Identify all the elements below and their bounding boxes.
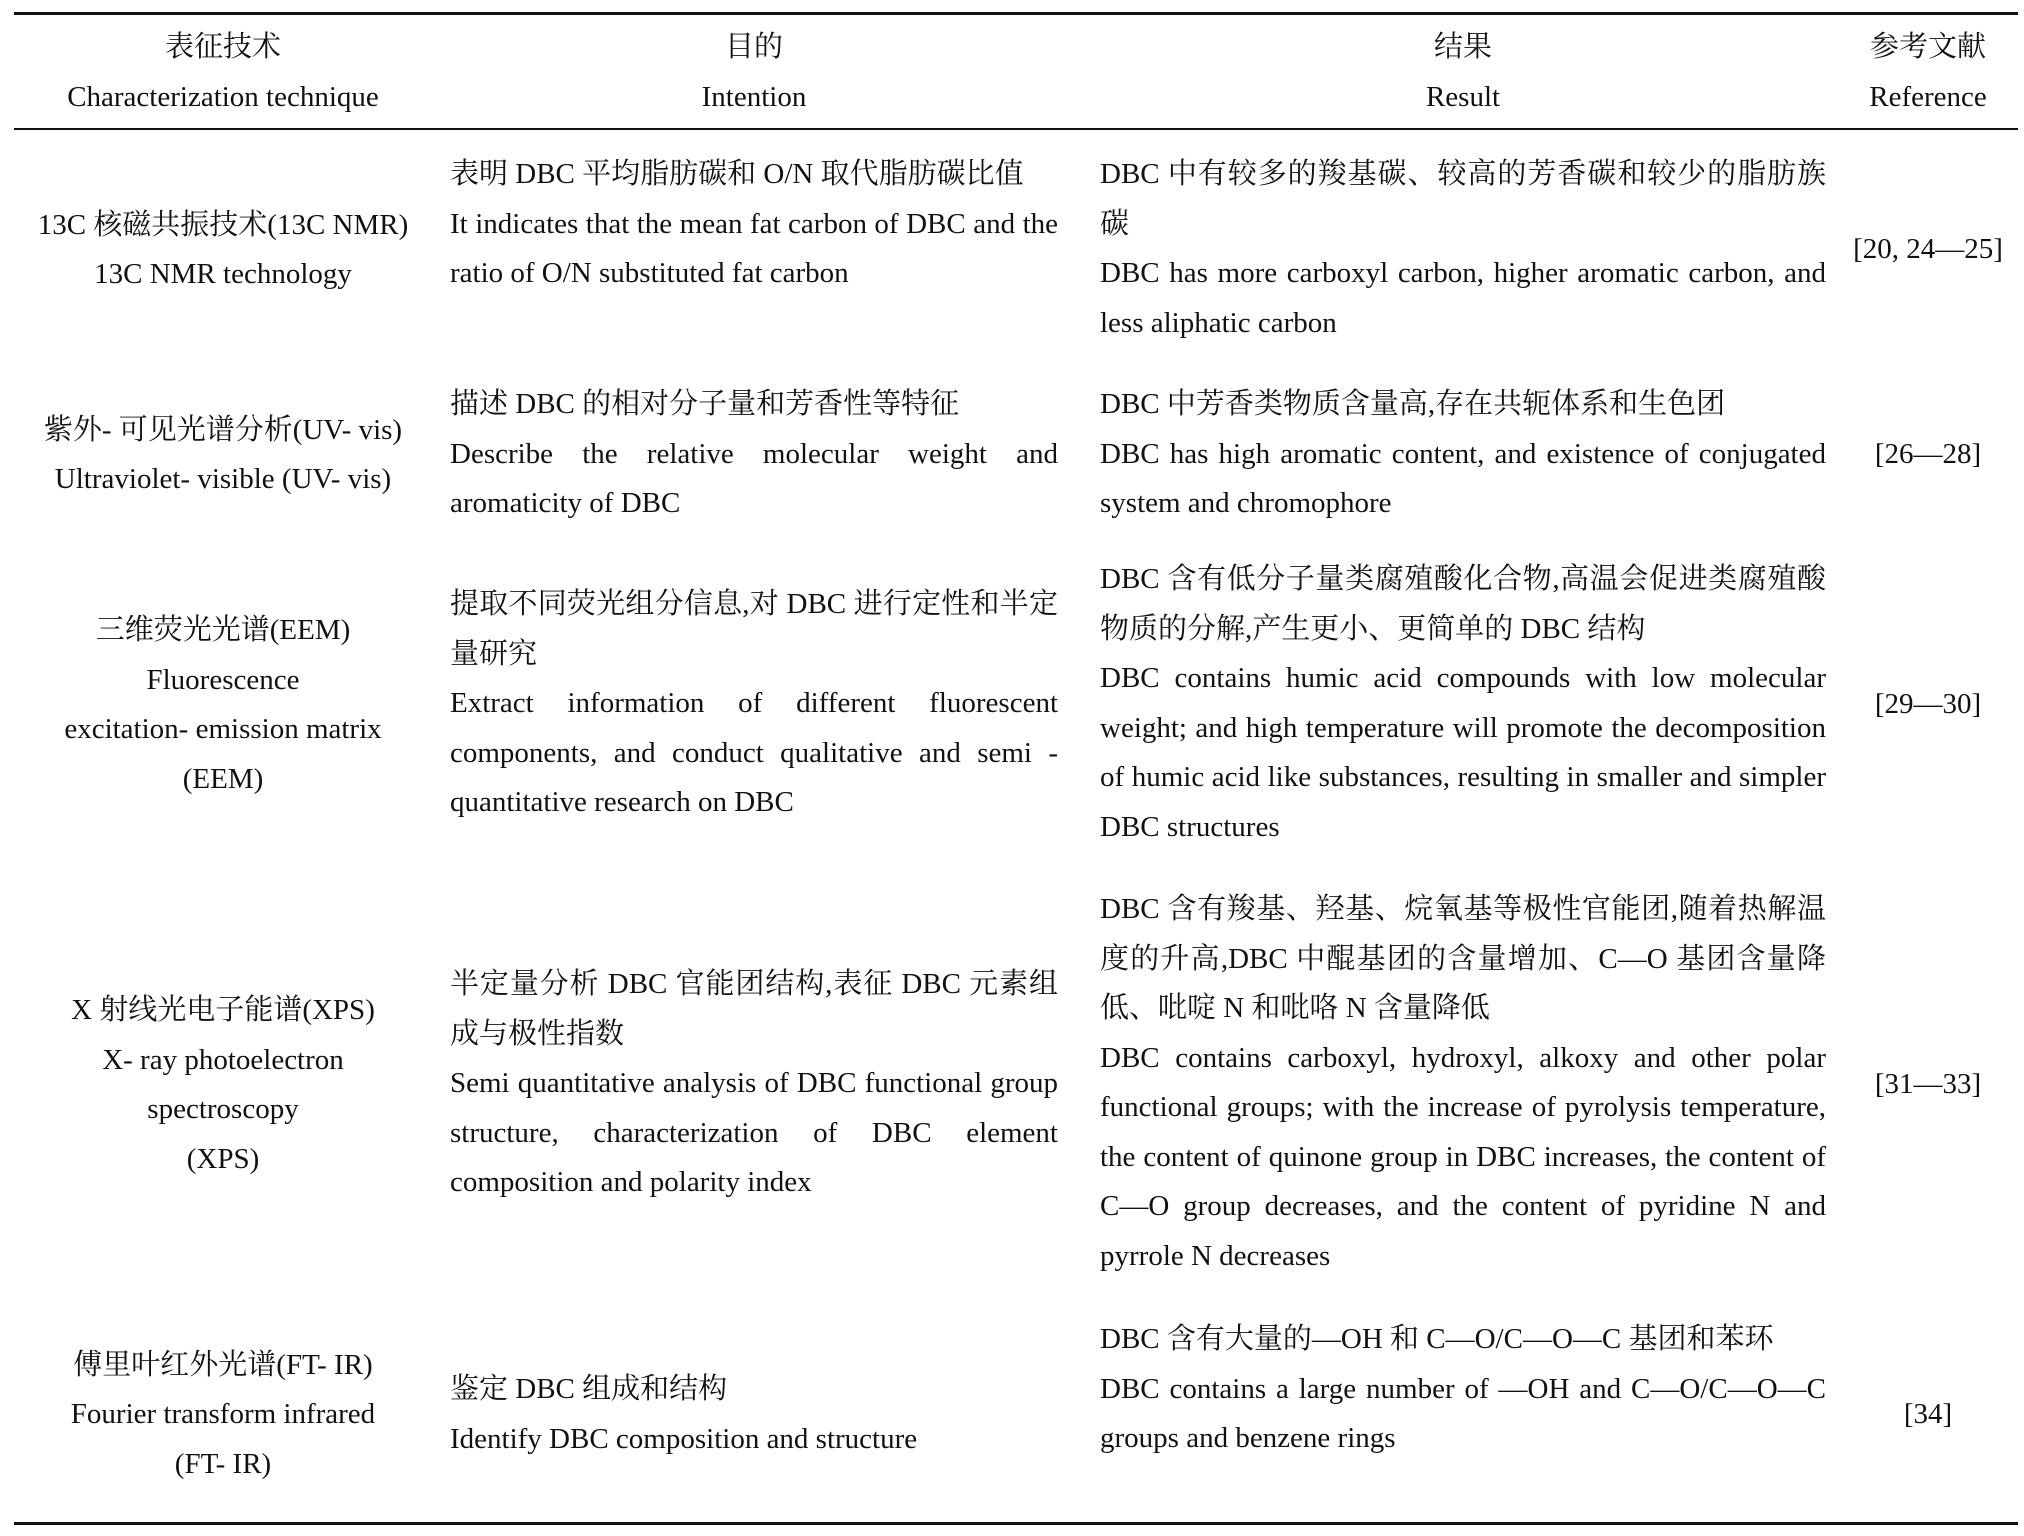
header-result-zh: 结果 bbox=[1433, 31, 1492, 63]
row-4-technique-line-3: spectroscopy bbox=[147, 1093, 299, 1125]
header-reference bbox=[1838, 22, 2018, 122]
row-2-reference bbox=[1838, 380, 2018, 530]
row-2-intention-zh: 描述 DBC 的相对分子量和芳香性等特征 bbox=[450, 388, 960, 420]
row-3-intention bbox=[450, 580, 1058, 828]
row-4-result bbox=[1100, 885, 1826, 1281]
header-intention bbox=[450, 22, 1058, 122]
row-3-reference-text: [29—30] bbox=[1874, 688, 1982, 721]
header-reference-zh: 参考文献 bbox=[1869, 31, 1986, 63]
row-1-reference bbox=[1838, 150, 2018, 350]
row-2-technique-zh: 紫外- 可见光谱分析(UV- vis) bbox=[43, 413, 403, 446]
row-3-technique-line-4: (EEM) bbox=[182, 762, 264, 795]
row-3-technique-line-3: excitation- emission matrix bbox=[64, 713, 382, 745]
row-5-reference-text: [34] bbox=[1903, 1398, 1953, 1431]
row-2-result-zh: DBC 中芳香类物质含量高,存在共轭体系和生色团 bbox=[1100, 388, 1726, 420]
table-bottom-rule bbox=[14, 1522, 2018, 1525]
row-5-result-en: DBC contains a large number of —OH and C—O/C—O—C groups and benzene rings bbox=[1100, 1372, 1826, 1454]
row-2-reference-text: [26—28] bbox=[1874, 438, 1982, 471]
row-4-technique-line-1: X 射线光电子能谱(XPS) bbox=[71, 994, 375, 1026]
row-5-result bbox=[1100, 1315, 1826, 1464]
row-1-result-en: DBC has more carboxyl carbon, higher aromatic carbon, and less aliphatic carbon bbox=[1100, 257, 1826, 339]
row-2-result bbox=[1100, 380, 1826, 529]
row-4-technique-line-4: (XPS) bbox=[186, 1142, 260, 1175]
row-5-technique-line-1: 傅里叶红外光谱(FT- IR) bbox=[73, 1348, 373, 1381]
row-3-result-zh: DBC 含有低分子量类腐殖酸化合物,高温会促进类腐殖酸物质的分解,产生更小、更简单的 DBC 结构 bbox=[1100, 563, 1826, 645]
row-4-intention-en: Semi quantitative analysis of DBC functional group structure, characterization of DBC element composition and polarity index bbox=[450, 1067, 1058, 1198]
row-4-technique-line-2: X- ray photoelectron bbox=[102, 1043, 344, 1076]
table-header-rule bbox=[14, 128, 2018, 130]
header-reference-en: Reference bbox=[1869, 81, 1987, 113]
row-3-intention-en: Extract information of different fluorescent components, and conduct qualitative and semi - quantitative research on DBC bbox=[450, 687, 1058, 818]
row-2-intention-en: Describe the relative molecular weight and aromaticity of DBC bbox=[450, 437, 1058, 519]
row-4-reference bbox=[1838, 885, 2018, 1285]
header-result-en: Result bbox=[1425, 81, 1501, 113]
row-5-technique-line-3: (FT- IR) bbox=[174, 1447, 272, 1480]
row-3-intention-zh: 提取不同荧光组分信息,对 DBC 进行定性和半定量研究 bbox=[450, 588, 1058, 670]
row-1-result-zh: DBC 中有较多的羧基碳、较高的芳香碳和较少的脂肪族碳 bbox=[1100, 158, 1826, 240]
row-5-intention-zh: 鉴定 DBC 组成和结构 bbox=[450, 1373, 728, 1405]
row-5-reference bbox=[1838, 1315, 2018, 1515]
row-3-technique bbox=[14, 555, 432, 855]
row-1-result bbox=[1100, 150, 1826, 348]
header-result bbox=[1100, 22, 1826, 122]
row-1-technique bbox=[14, 150, 432, 350]
row-5-intention-en: Identify DBC composition and structure bbox=[450, 1422, 918, 1455]
header-intention-zh: 目的 bbox=[724, 31, 783, 63]
row-5-result-zh: DBC 含有大量的—OH 和 C—O/C—O—C 基团和苯环 bbox=[1100, 1323, 1774, 1355]
row-5-technique bbox=[14, 1315, 432, 1515]
row-2-technique bbox=[14, 380, 432, 530]
header-technique-zh: 表征技术 bbox=[164, 31, 281, 63]
row-1-intention bbox=[450, 150, 1058, 299]
row-1-intention-zh: 表明 DBC 平均脂肪碳和 O/N 取代脂肪碳比值 bbox=[450, 158, 1024, 190]
row-4-result-en: DBC contains carboxyl, hydroxyl, alkoxy and other polar functional groups; with the increase of pyrolysis temperature, the content of quinone group in DBC increases, the content of C—O group decreases, and the content of pyridine N and pyrrole N decreases bbox=[1100, 1041, 1826, 1272]
row-1-technique-zh: 13C 核磁共振技术(13C NMR) bbox=[37, 208, 409, 241]
row-2-intention bbox=[450, 380, 1058, 529]
row-1-technique-en: 13C NMR technology bbox=[94, 258, 352, 290]
row-3-result-en: DBC contains humic acid compounds with low molecular weight; and high temperature will promote the decomposition of humic acid like substances, resulting in smaller and simpler DBC structures bbox=[1100, 662, 1826, 843]
row-2-result-en: DBC has high aromatic content, and existence of conjugated system and chromophore bbox=[1100, 437, 1826, 519]
row-4-intention-zh: 半定量分析 DBC 官能团结构,表征 DBC 元素组成与极性指数 bbox=[450, 968, 1058, 1050]
row-2-technique-en: Ultraviolet- visible (UV- vis) bbox=[54, 463, 392, 495]
row-3-technique-line-2: Fluorescence bbox=[146, 663, 300, 696]
header-intention-en: Intention bbox=[701, 81, 807, 113]
row-1-intention-en: It indicates that the mean fat carbon of DBC and the ratio of O/N substituted fat carbon bbox=[450, 207, 1058, 289]
row-3-reference bbox=[1838, 555, 2018, 855]
row-3-technique-line-1: 三维荧光光谱(EEM) bbox=[95, 614, 351, 646]
row-3-result bbox=[1100, 555, 1826, 852]
row-4-technique bbox=[14, 885, 432, 1285]
row-4-intention bbox=[450, 960, 1058, 1208]
row-1-reference-text: [20, 24—25] bbox=[1853, 233, 2003, 266]
header-technique bbox=[14, 22, 432, 122]
table-top-rule bbox=[14, 12, 2018, 15]
header-technique-en: Characterization technique bbox=[67, 81, 379, 113]
row-5-intention bbox=[450, 1365, 1058, 1464]
row-5-technique-line-2: Fourier transform infrared bbox=[70, 1398, 376, 1431]
row-4-reference-text: [31—33] bbox=[1874, 1068, 1982, 1101]
row-4-result-zh: DBC 含有羧基、羟基、烷氧基等极性官能团,随着热解温度的升高,DBC 中醌基团的含量增加、C—O 基团含量降低、吡啶 N 和吡咯 N 含量降低 bbox=[1100, 893, 1826, 1024]
